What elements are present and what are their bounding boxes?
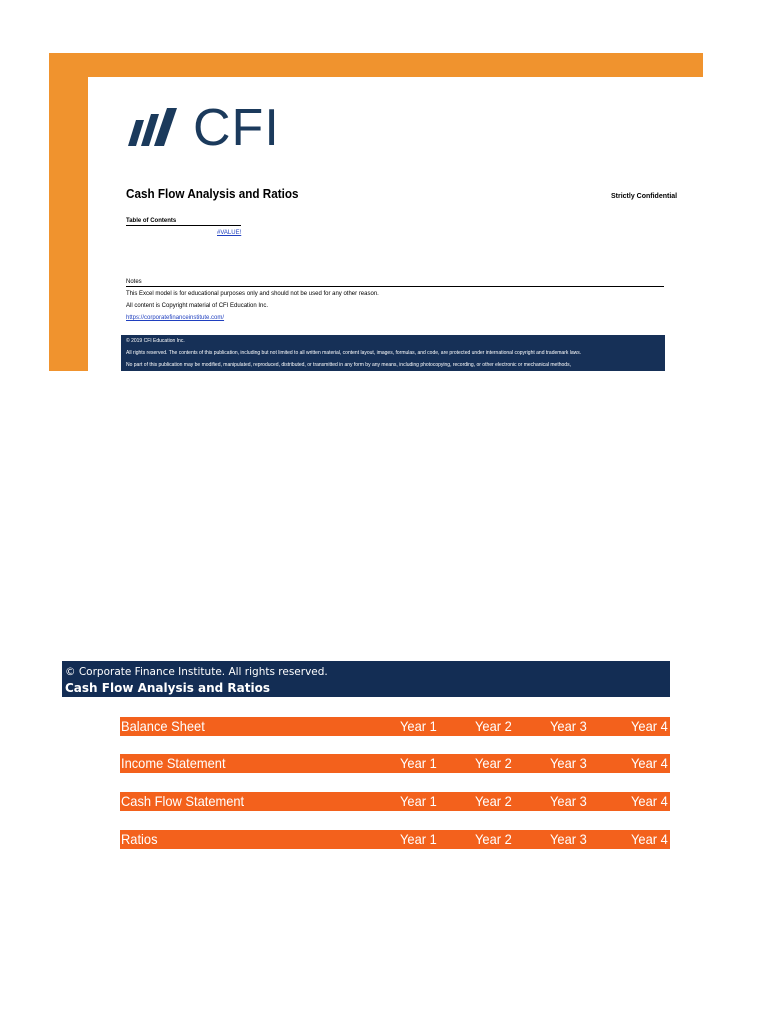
- year-header: Year 4: [631, 755, 668, 771]
- legal-notice: [121, 335, 665, 371]
- legal-line: © 2019 CFI Education Inc.: [126, 338, 185, 344]
- page-title: Cash Flow Analysis and Ratios: [126, 186, 299, 201]
- notes-line: All content is Copyright material of CFI Education Inc.: [126, 303, 269, 309]
- year-header: Year 3: [550, 718, 587, 734]
- year-header: Year 4: [631, 831, 668, 847]
- year-header: Year 4: [631, 793, 668, 809]
- year-header: Year 1: [400, 718, 437, 734]
- year-header: Year 1: [400, 755, 437, 771]
- year-header: Year 3: [550, 755, 587, 771]
- sheet-header: [62, 661, 670, 697]
- confidential-label: Strictly Confidential: [611, 193, 678, 200]
- section-name: Cash Flow Statement: [121, 793, 245, 809]
- notes-label: Notes: [126, 279, 664, 287]
- section-name: Balance Sheet: [121, 718, 205, 734]
- year-header: Year 2: [475, 831, 512, 847]
- section-cash-flow-statement: [120, 792, 670, 811]
- section-balance-sheet: [120, 717, 670, 736]
- toc-label: Table of Contents: [126, 218, 241, 226]
- logo-text: CFI: [193, 99, 280, 157]
- year-header: Year 3: [550, 793, 587, 809]
- section-name: Ratios: [121, 831, 158, 847]
- year-header: Year 1: [400, 793, 437, 809]
- year-header: Year 4: [631, 718, 668, 734]
- year-header: Year 2: [475, 718, 512, 734]
- sheet-title: Cash Flow Analysis and Ratios: [65, 681, 271, 695]
- cfi-logo-mark-icon: [127, 108, 187, 148]
- year-header: Year 2: [475, 755, 512, 771]
- copyright-text: © Corporate Finance Institute. All rights reserved.: [65, 666, 328, 678]
- website-link[interactable]: https://corporatefinanceinstitute.com/: [126, 315, 225, 321]
- section-name: Income Statement: [121, 755, 226, 771]
- legal-line: All rights reserved. The contents of this publication, including but not limited to all written material, content layout, images, formulas, and code, are protected under international copyright and trademark laws.: [126, 350, 582, 356]
- year-header: Year 3: [550, 831, 587, 847]
- section-ratios: [120, 830, 670, 849]
- cfi-logo: [127, 99, 280, 157]
- legal-line: No part of this publication may be modified, manipulated, reproduced, distributed, or transmitted in any form by any means, including photocopying, recording, or other electronic or mechanical methods,: [126, 362, 571, 368]
- toc-link[interactable]: #VALUE!: [217, 230, 242, 236]
- notes-line: This Excel model is for educational purposes only and should not be used for any other reason.: [126, 291, 379, 297]
- year-header: Year 2: [475, 793, 512, 809]
- section-income-statement: [120, 754, 670, 773]
- year-header: Year 1: [400, 831, 437, 847]
